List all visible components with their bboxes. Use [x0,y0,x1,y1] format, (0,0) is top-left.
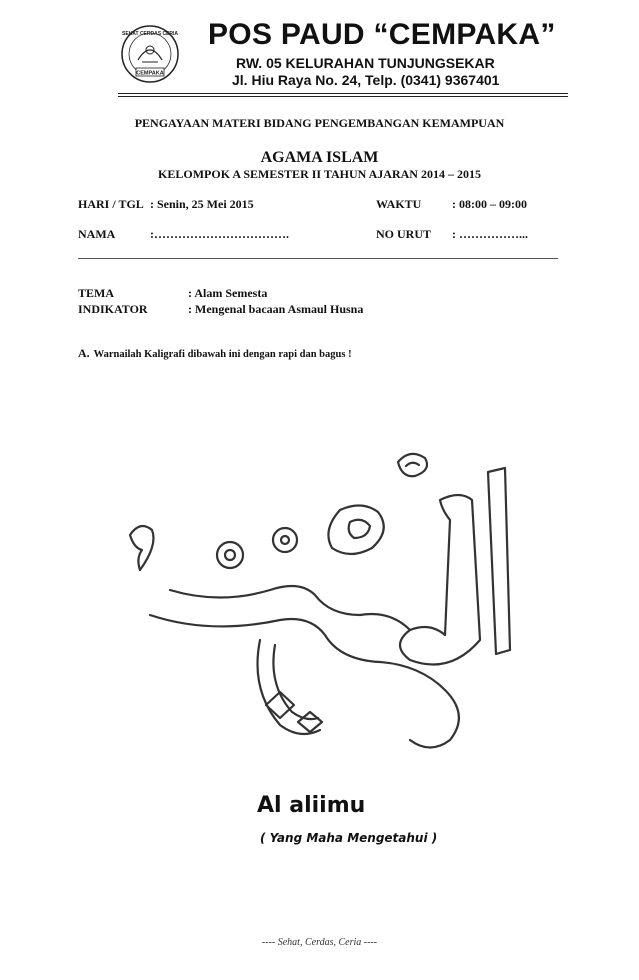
group-line: KELOMPOK A SEMESTER II TAHUN AJARAN 2014 – 2015 [158,167,481,181]
instruction [78,344,352,362]
theme-value: : Alam Semesta [188,286,268,300]
header-rule-thin [118,96,568,97]
address-line: Jl. Hiu Raya No. 24, Telp. (0341) 9367401 [232,72,500,88]
logo-text-bottom: CEMPAKA [136,70,164,77]
section-divider [78,258,558,259]
footer-motto: ---- Sehat, Cerdas, Ceria ---- [261,937,378,948]
time-label: WAKTU [376,197,422,211]
header-rule-thick [118,93,568,94]
time-value: : 08:00 – 09:00 [452,197,527,211]
day-value: : Senin, 25 Mei 2015 [150,197,254,211]
school-name: POS PAUD “CEMPAKA” [208,18,556,51]
rw-line: RW. 05 KELURAHAN TUNJUNGSEKAR [236,55,495,71]
number-label: NO URUT [376,227,432,241]
logo-text-top: SEHAT CERDAS CERIA [121,31,179,37]
subject-line: PENGAYAAN MATERI BIDANG PENGEMBANGAN KEMAMPUAN [134,116,505,130]
instruction-text: Warnailah Kaligrafi dibawah ini dengan rapi dan bagus ! [93,349,352,360]
course-title: AGAMA ISLAM [260,149,379,166]
calligraphy-coloring-outline[interactable] [110,440,550,770]
name-latin: Al aliimu [257,793,366,818]
day-label: HARI / TGL [78,197,144,211]
number-field: : ……………... [452,227,528,241]
name-label: NAMA [78,227,116,241]
name-meaning: ( Yang Maha Mengetahui ) [260,831,438,845]
theme-label: TEMA [78,286,114,300]
instruction-letter: A. [78,346,90,360]
indicator-label: INDIKATOR [78,302,148,316]
school-logo [120,24,180,84]
name-field: :……………………………. [150,227,289,241]
indicator-value: : Mengenal bacaan Asmaul Husna [188,302,364,316]
